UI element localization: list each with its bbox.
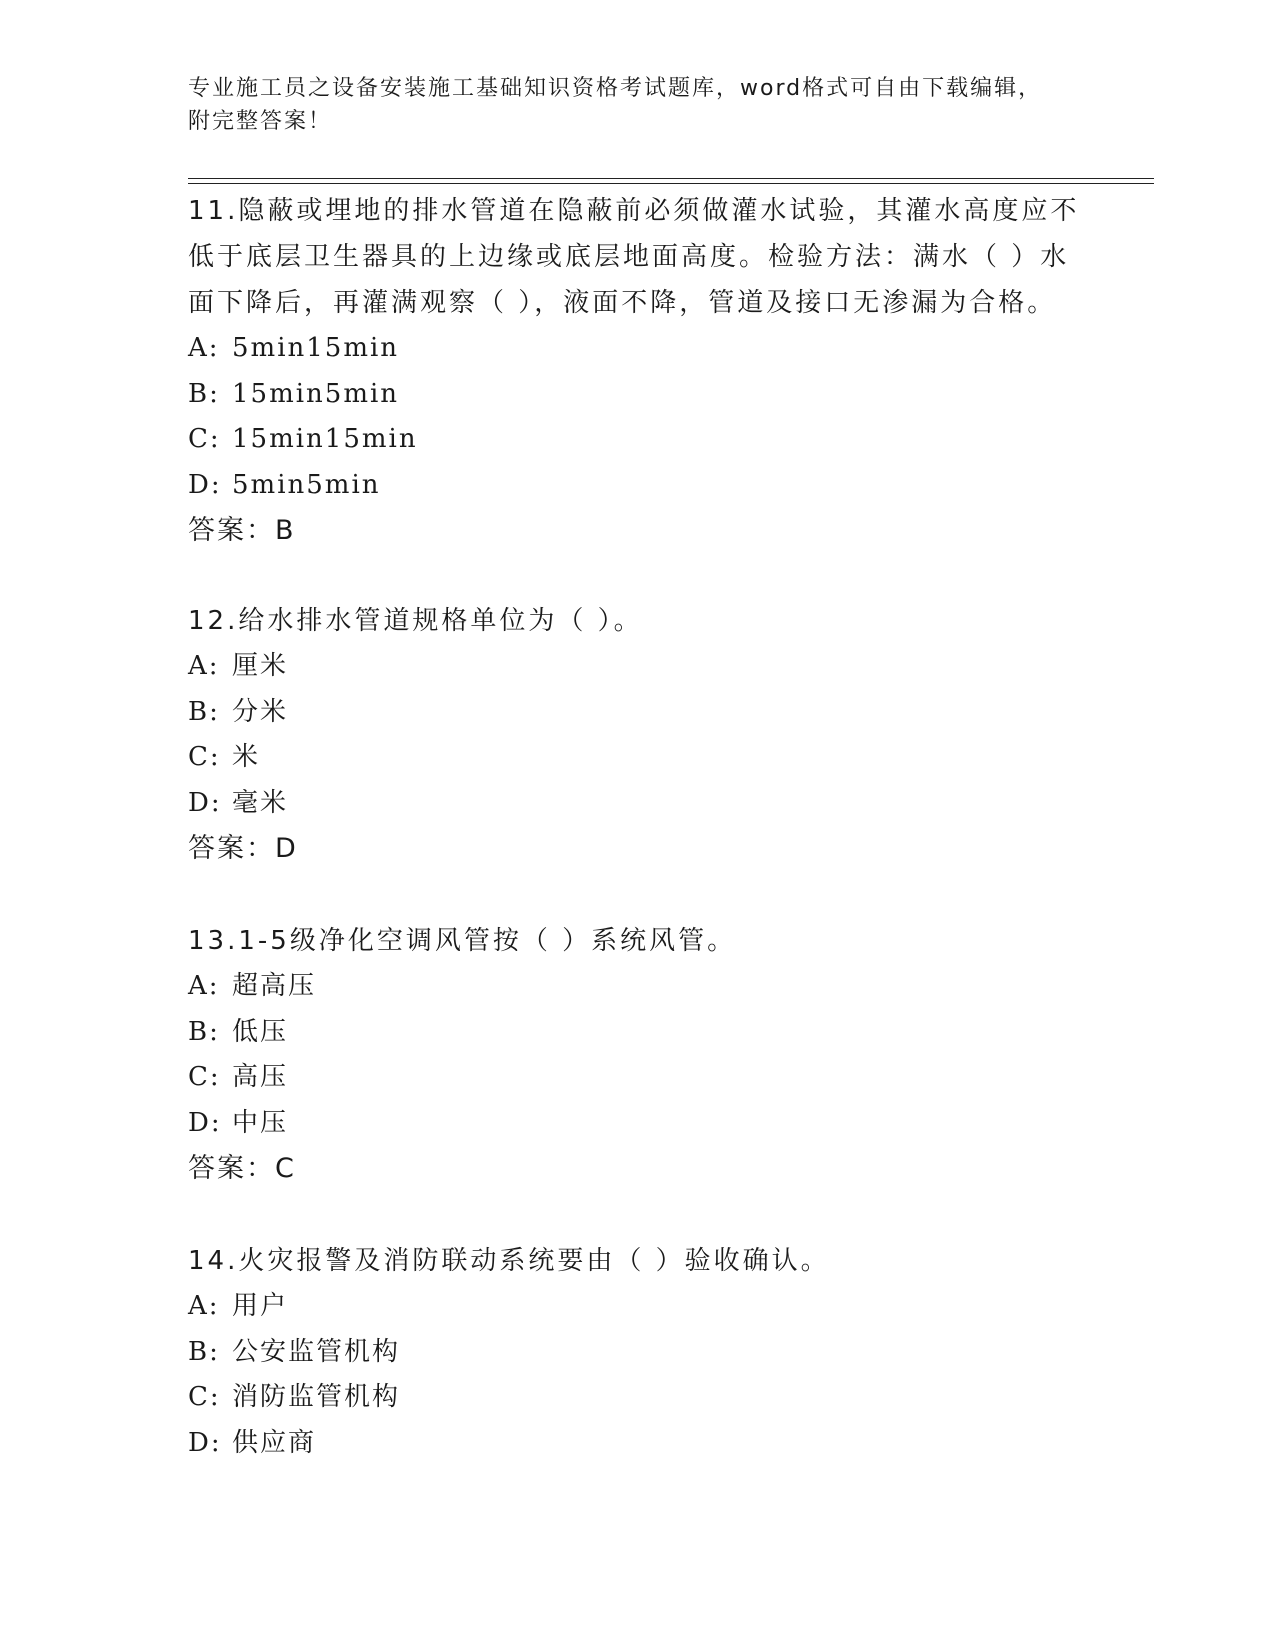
question-13	[188, 918, 1088, 1192]
question-14	[188, 1238, 1088, 1466]
header-line-1: 专业施工员之设备安装施工基础知识资格考试题库，word格式可自由下载编辑，	[188, 76, 1043, 101]
option-c	[188, 735, 1088, 781]
question-11	[188, 188, 1088, 554]
option-text: 5min15min	[232, 333, 400, 363]
option-label: A:	[188, 333, 220, 363]
option-label: A:	[188, 971, 220, 1001]
option-label: B:	[188, 1016, 220, 1047]
question-stem-line: 低于底层卫生器具的上边缘或底层地面高度。检验方法：满水（ ）水	[188, 242, 1070, 272]
option-label: C:	[188, 742, 221, 772]
option-text: 厘米	[232, 651, 289, 681]
option-text: 高压	[232, 1062, 289, 1092]
option-text: 用户	[232, 1291, 289, 1321]
option-text: 分米	[232, 696, 289, 727]
option-text: 15min15min	[232, 424, 418, 454]
option-b	[188, 372, 1088, 418]
option-c	[188, 1055, 1088, 1101]
option-label: D:	[188, 1107, 222, 1138]
header-divider-top	[188, 178, 1154, 179]
option-a	[188, 964, 1088, 1010]
option-text: 消防监管机构	[232, 1382, 401, 1412]
option-d	[188, 1421, 1088, 1467]
option-b	[188, 1010, 1088, 1056]
question-stem-line: 14.火灾报警及消防联动系统要由（ ）验收确认。	[188, 1246, 830, 1276]
option-label: B:	[188, 1336, 220, 1367]
option-text: 毫米	[232, 787, 289, 818]
option-text: 公安监管机构	[232, 1336, 401, 1367]
option-label: D:	[188, 787, 222, 818]
option-text: 米	[232, 742, 261, 772]
option-text: 15min5min	[232, 378, 400, 409]
document-header	[188, 72, 1068, 138]
option-a	[188, 326, 1088, 372]
option-label: A:	[188, 651, 220, 681]
option-text: 低压	[232, 1016, 289, 1047]
option-label: C:	[188, 424, 221, 454]
option-label: C:	[188, 1382, 221, 1412]
option-text: 超高压	[232, 971, 317, 1001]
option-label: D:	[188, 469, 222, 500]
option-label: B:	[188, 378, 220, 409]
answer-line: 答案：B	[188, 515, 296, 546]
question-stem-line: 11.隐蔽或埋地的排水管道在隐蔽前必须做灌水试验，其灌水高度应不	[188, 196, 1080, 226]
option-label: B:	[188, 696, 220, 727]
option-label: A:	[188, 1291, 220, 1321]
option-b	[188, 1330, 1088, 1376]
option-a	[188, 644, 1088, 690]
option-label: D:	[188, 1427, 222, 1458]
option-text: 5min5min	[232, 469, 381, 500]
header-divider-bottom	[188, 183, 1154, 184]
question-stem-line: 12.给水排水管道规格单位为（ ）。	[188, 606, 643, 636]
option-text: 供应商	[232, 1427, 317, 1458]
option-label: C:	[188, 1062, 221, 1092]
answer-line: 答案：C	[188, 1153, 296, 1184]
option-d	[188, 1101, 1088, 1147]
question-stem-line: 13.1-5级净化空调风管按（ ）系统风管。	[188, 926, 737, 956]
header-line-2: 附完整答案！	[188, 109, 333, 134]
option-c	[188, 1375, 1088, 1421]
question-12	[188, 598, 1088, 872]
answer-line: 答案：D	[188, 833, 298, 864]
option-b	[188, 690, 1088, 736]
option-a	[188, 1284, 1088, 1330]
option-c	[188, 417, 1088, 463]
option-text: 中压	[232, 1107, 289, 1138]
option-d	[188, 463, 1088, 509]
question-stem-line: 面下降后，再灌满观察（ ），液面不降，管道及接口无渗漏为合格。	[188, 288, 1057, 318]
option-d	[188, 781, 1088, 827]
